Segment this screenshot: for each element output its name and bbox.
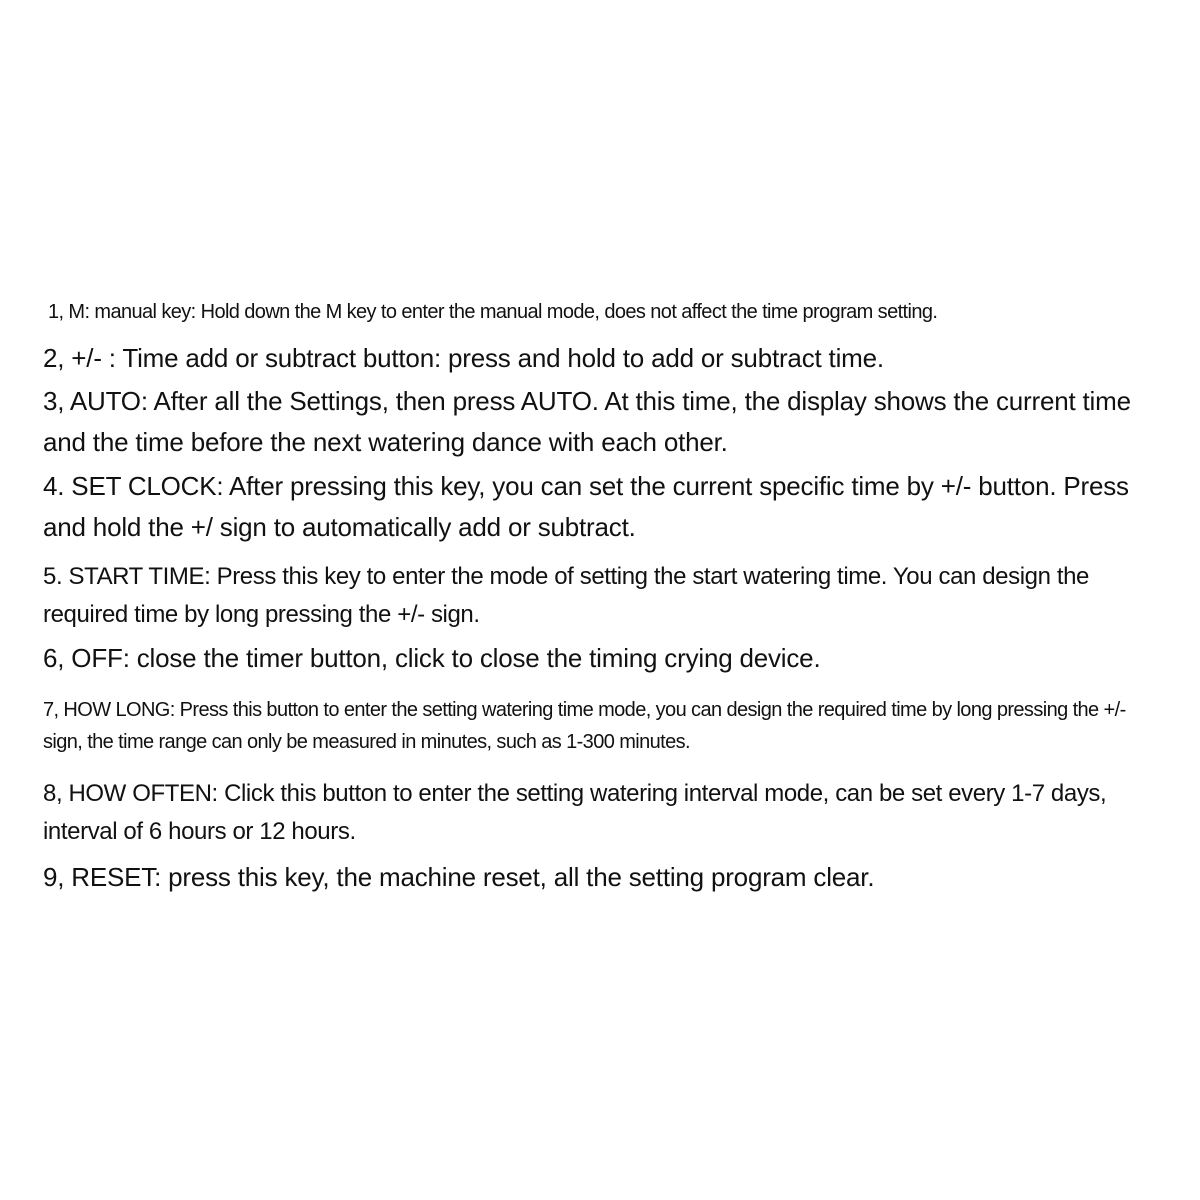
instruction-how-long: 7, HOW LONG: Press this button to enter the setting watering time mode, you can design the required time by long pressing the +/- sign, the time range can only be measured in minutes, such as 1-300 minutes.: [43, 699, 1126, 753]
instruction-reset: 9, RESET: press this key, the machine reset, all the setting program clear.: [43, 862, 875, 892]
instruction-start-time: 5. START TIME: Press this key to enter the mode of setting the start watering time. You can design the required time by long pressing the +/- sign.: [43, 563, 1089, 628]
instruction-add-subtract: 2, +/- : Time add or subtract button: press and hold to add or subtract time.: [43, 343, 884, 373]
instruction-manual-key: 1, M: manual key: Hold down the M key to enter the manual mode, does not affect the time program setting.: [48, 301, 938, 323]
instruction-set-clock: 4. SET CLOCK: After pressing this key, you can set the current specific time by +/- button. Press and hold the +/ sign to automatically add or subtract.: [43, 471, 1129, 542]
instruction-how-often: 8, HOW OFTEN: Click this button to enter the setting watering interval mode, can be set every 1-7 days, interval of 6 hours or 12 hours.: [43, 780, 1107, 845]
instruction-auto: 3, AUTO: After all the Settings, then press AUTO. At this time, the display shows the current time and the time before the next watering dance with each other.: [43, 386, 1131, 457]
instruction-off: 6, OFF: close the timer button, click to close the timing crying device.: [43, 643, 821, 673]
